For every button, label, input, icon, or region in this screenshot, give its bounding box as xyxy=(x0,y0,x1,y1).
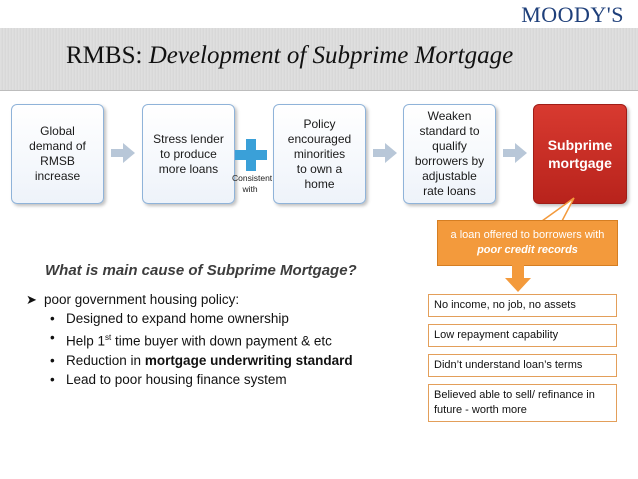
sub3-bold: mortgage underwriting standard xyxy=(144,352,353,368)
flow-box-weaken-standard xyxy=(403,104,496,204)
box1-line4: increase xyxy=(34,169,81,183)
question-heading: What is main cause of Subprime Mortgage? xyxy=(45,262,357,279)
box5-line2: mortgage xyxy=(548,155,612,171)
box4-line1: Weaken xyxy=(427,109,472,123)
flow-box-subprime-mortgage xyxy=(533,104,627,204)
chevron-right-icon: ➤ xyxy=(26,292,37,307)
callout-text: a loan offered to borrowers with xyxy=(450,229,605,241)
sub2-part-a: Help 1 xyxy=(66,333,106,349)
sub3-part-a: Reduction in xyxy=(66,352,145,368)
box2-line1: Stress lender xyxy=(153,131,224,146)
borrower-reasons xyxy=(428,294,617,429)
callout-emphasis: poor credit records xyxy=(477,244,578,256)
moodys-logo: MOODY'S xyxy=(521,2,624,27)
flow-box-policy xyxy=(273,104,366,204)
box3-line1: Policy xyxy=(303,116,336,131)
box1-line3: RMSB xyxy=(40,154,75,168)
sub2-part-b: time buyer with down payment & etc xyxy=(111,333,332,349)
sub2-sup: st xyxy=(105,333,112,342)
flow-box-global-demand xyxy=(11,104,104,204)
header-bar xyxy=(0,0,638,28)
box1-line2: demand of xyxy=(29,139,86,153)
box2-line3: more loans xyxy=(158,161,219,176)
box3-line2: encouraged xyxy=(287,131,352,146)
box3-line5: home xyxy=(304,176,335,191)
cause-bullet-list xyxy=(26,290,353,389)
subprime-definition-callout xyxy=(437,220,618,266)
consistent-line1: Consistent xyxy=(232,173,273,183)
reason-item: Low repayment capability xyxy=(428,324,617,347)
box2-line2: to produce xyxy=(160,146,217,161)
consistent-with-label xyxy=(232,173,273,195)
bullet-sub-2 xyxy=(26,328,353,351)
box3-line3: minorities xyxy=(293,146,346,161)
bullet-sub-4: • Lead to poor housing finance system xyxy=(26,370,353,389)
bullet-main-text: poor government housing policy: xyxy=(44,292,240,307)
bullet-sub-1: • Designed to expand home ownership xyxy=(26,309,353,328)
title-prefix: RMBS: xyxy=(66,42,149,69)
box4-line2: standard to xyxy=(419,124,480,138)
flow-box-stress-lender xyxy=(142,104,235,204)
plus-icon xyxy=(235,139,267,176)
consistent-line2: with xyxy=(242,184,258,194)
down-arrow-icon xyxy=(505,262,531,297)
reason-item: Didn’t understand loan’s terms xyxy=(428,354,617,377)
box1-line1: Global xyxy=(40,124,75,138)
box4-line5: adjustable xyxy=(422,169,477,183)
bullet-sub-3 xyxy=(26,351,353,370)
box4-line4: borrowers by xyxy=(414,154,485,168)
box4-line6: rate loans xyxy=(423,184,476,198)
title-emphasis: Development of Subprime Mortgage xyxy=(148,42,514,69)
box4-line3: qualify xyxy=(432,139,467,153)
box5-line1: Subprime xyxy=(547,137,613,153)
box3-line4: to own a xyxy=(296,161,343,176)
bullet-main xyxy=(26,290,353,309)
slide-title xyxy=(66,42,513,70)
reason-item: No income, no job, no assets xyxy=(428,294,617,317)
reason-item: Believed able to sell/ refinance in future - worth more xyxy=(428,384,617,422)
